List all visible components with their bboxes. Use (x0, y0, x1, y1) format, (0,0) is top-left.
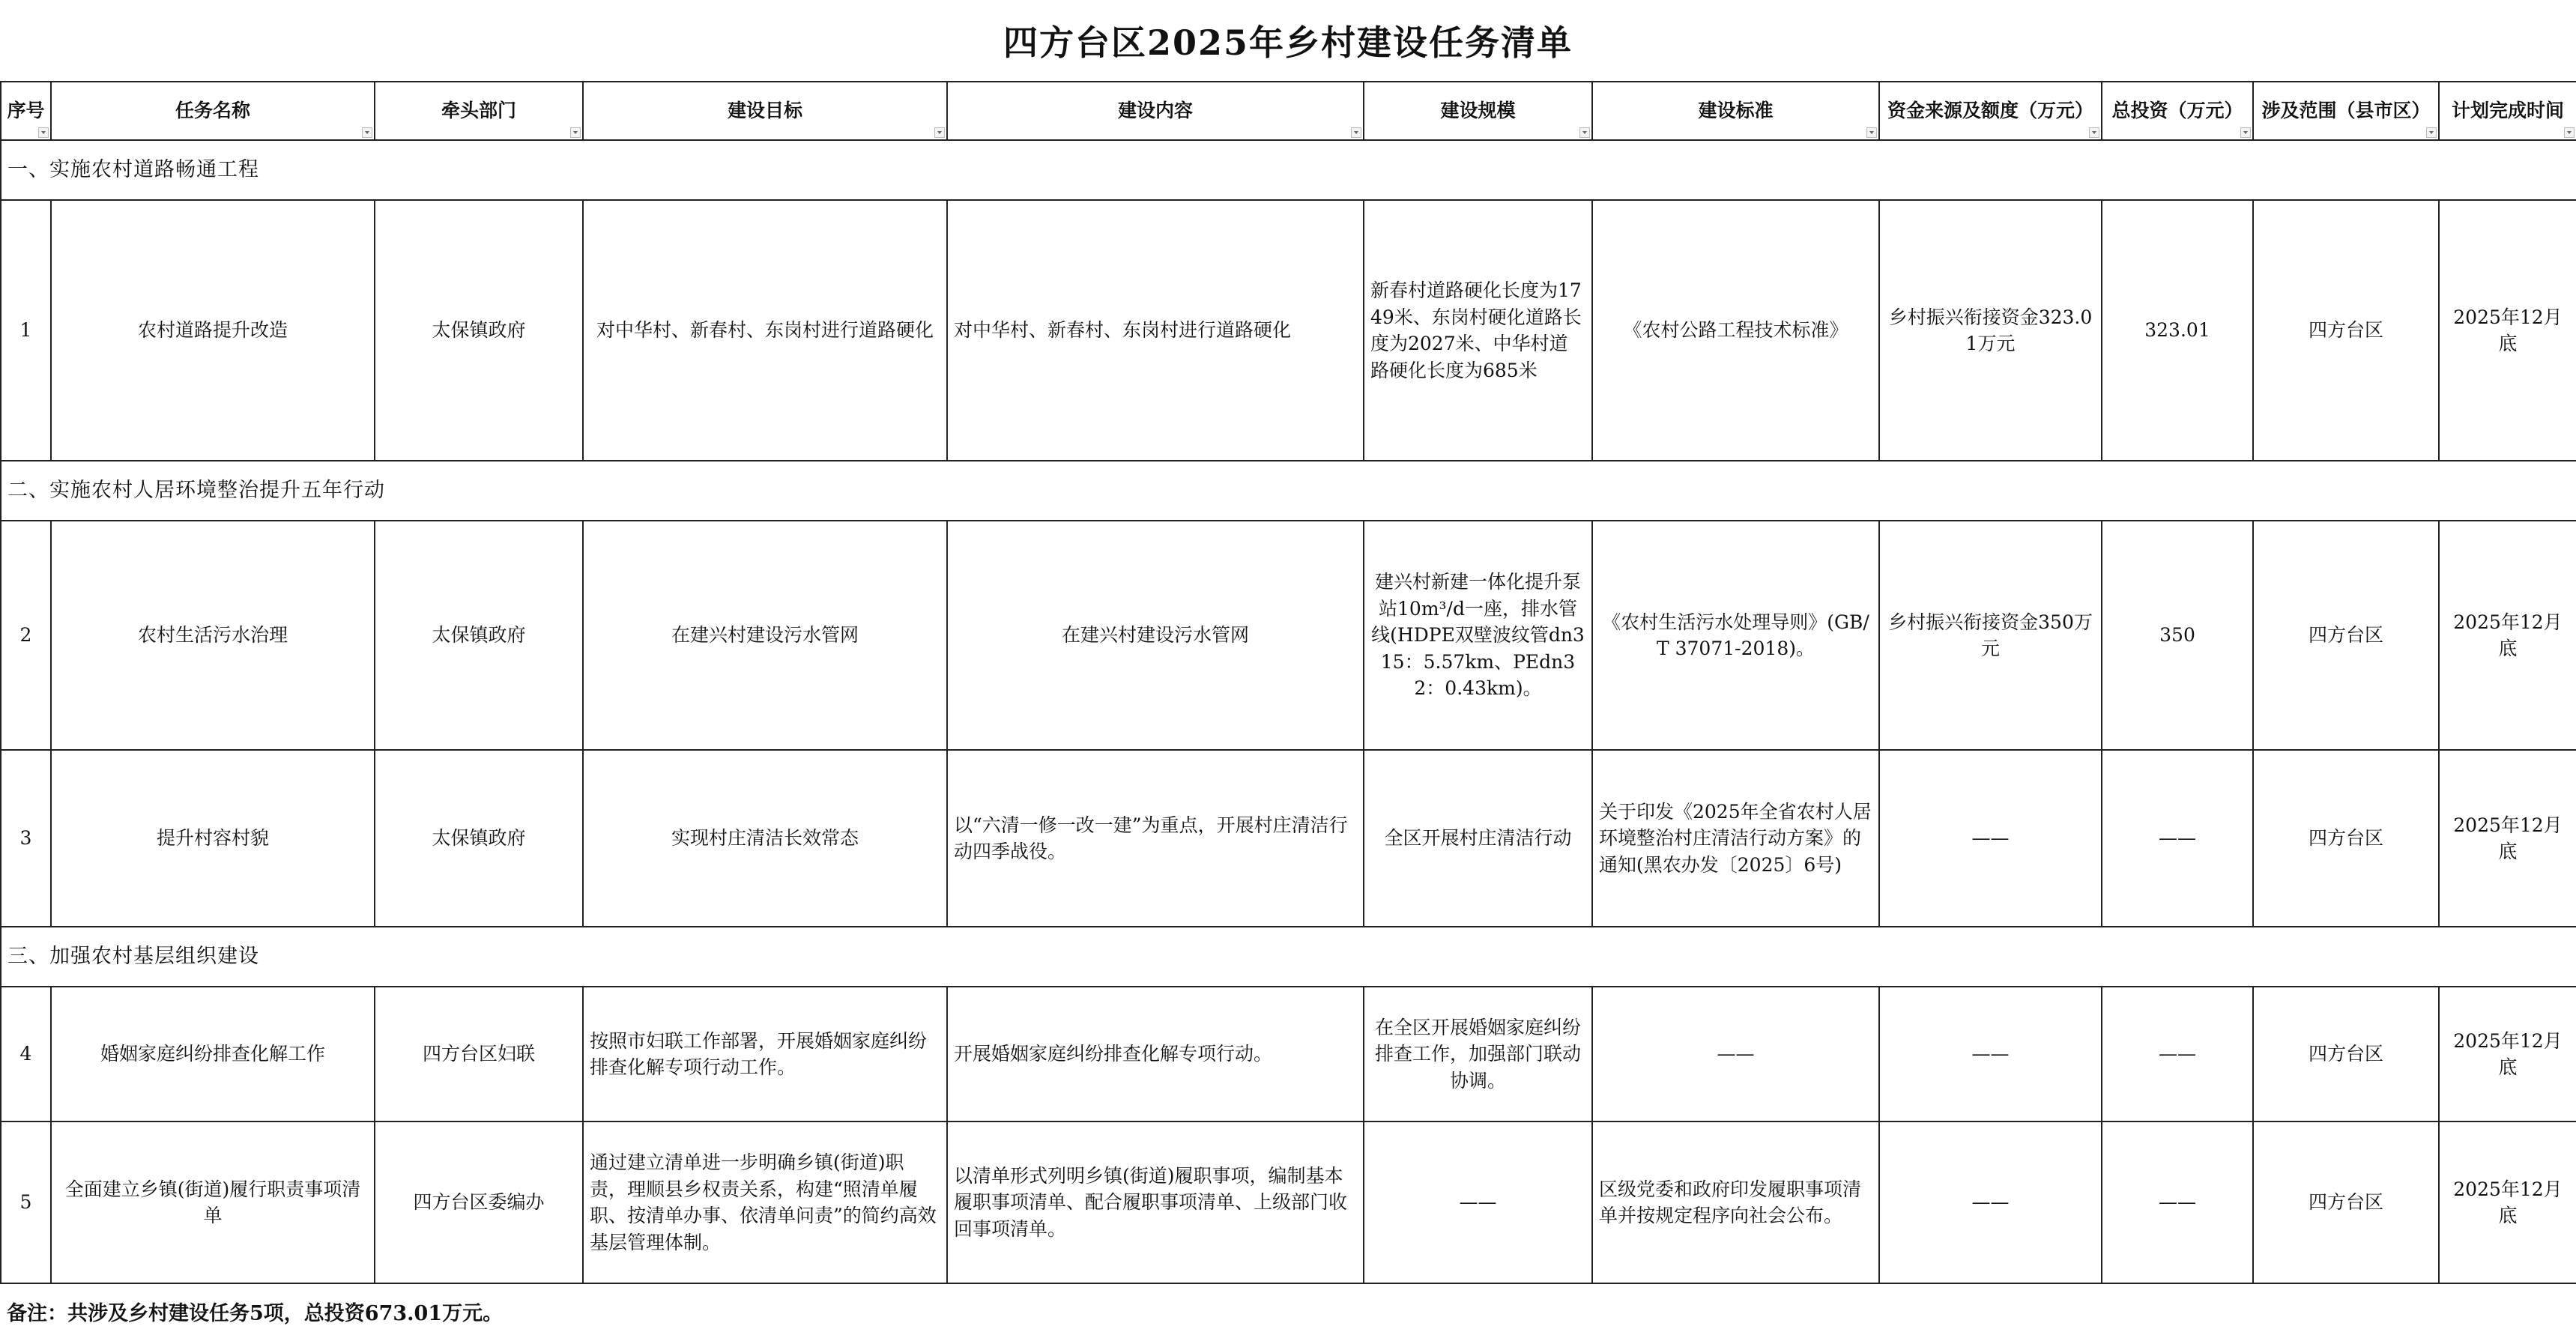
filter-dropdown-icon[interactable] (2426, 127, 2437, 138)
cell-dept[interactable]: 四方台区委编办 (375, 1121, 583, 1283)
header-cell[interactable]: 建设内容 (947, 82, 1364, 140)
cell-standard[interactable]: 关于印发《2025年全省农村人居环境整治村庄清洁行动方案》的通知(黑农办发〔2025〕6号) (1592, 750, 1879, 927)
cell-scope[interactable]: 四方台区 (2253, 987, 2439, 1121)
header-cell[interactable]: 资金来源及额度（万元） (1879, 82, 2102, 140)
cell-content[interactable]: 以“六清一修一改一建”为重点，开展村庄清洁行动四季战役。 (947, 750, 1364, 927)
cell-scope[interactable]: 四方台区 (2253, 521, 2439, 750)
section-title[interactable]: 一、实施农村道路畅通工程 (1, 140, 2576, 200)
cell-dept[interactable]: 四方台区妇联 (375, 987, 583, 1121)
cell-task-name[interactable]: 农村道路提升改造 (51, 200, 375, 461)
cell-content[interactable]: 开展婚姻家庭纠纷排查化解专项行动。 (947, 987, 1364, 1121)
section-row (1, 927, 2576, 987)
cell-scale[interactable]: 建兴村新建一体化提升泵站10m³/d一座，排水管线(HDPE双壁波纹管dn315：5.57km、PEdn32：0.43km)。 (1364, 521, 1592, 750)
filter-dropdown-icon[interactable] (934, 127, 945, 138)
cell-no[interactable]: 2 (1, 521, 51, 750)
cell-funding[interactable]: —— (1879, 750, 2102, 927)
cell-task-name[interactable]: 提升村容村貌 (51, 750, 375, 927)
filter-dropdown-icon[interactable] (2564, 127, 2575, 138)
cell-goal[interactable]: 对中华村、新春村、东岗村进行道路硬化 (583, 200, 947, 461)
cell-total[interactable]: 323.01 (2102, 200, 2253, 461)
header-cell[interactable]: 建设标准 (1592, 82, 1879, 140)
cell-goal[interactable]: 在建兴村建设污水管网 (583, 521, 947, 750)
header-row (1, 82, 2576, 140)
cell-total[interactable]: —— (2102, 750, 2253, 927)
cell-dept[interactable]: 太保镇政府 (375, 200, 583, 461)
cell-task-name[interactable]: 婚姻家庭纠纷排查化解工作 (51, 987, 375, 1121)
cell-funding[interactable]: —— (1879, 1121, 2102, 1283)
note-row (1, 1283, 2576, 1344)
cell-funding[interactable]: —— (1879, 987, 2102, 1121)
section-title[interactable]: 三、加强农村基层组织建设 (1, 927, 2576, 987)
cell-deadline[interactable]: 2025年12月底 (2439, 1121, 2576, 1283)
header-cell[interactable]: 总投资（万元） (2102, 82, 2253, 140)
cell-deadline[interactable]: 2025年12月底 (2439, 987, 2576, 1121)
cell-total[interactable]: —— (2102, 987, 2253, 1121)
table-row (1, 521, 2576, 750)
filter-dropdown-icon[interactable] (1351, 127, 1361, 138)
section-row (1, 140, 2576, 200)
table-row (1, 200, 2576, 461)
page-title: 四方台区2025年乡村建设任务清单 (1003, 22, 1573, 63)
header-cell[interactable]: 牵头部门 (375, 82, 583, 140)
cell-task-name[interactable]: 全面建立乡镇(街道)履行职责事项清单 (51, 1121, 375, 1283)
cell-dept[interactable]: 太保镇政府 (375, 750, 583, 927)
cell-total[interactable]: 350 (2102, 521, 2253, 750)
cell-goal[interactable]: 实现村庄清洁长效常态 (583, 750, 947, 927)
header-cell[interactable]: 计划完成时间 (2439, 82, 2576, 140)
table-row (1, 1121, 2576, 1283)
cell-scale[interactable]: 全区开展村庄清洁行动 (1364, 750, 1592, 927)
cell-content[interactable]: 在建兴村建设污水管网 (947, 521, 1364, 750)
cell-standard[interactable]: 《农村生活污水处理导则》(GB/T 37071-2018)。 (1592, 521, 1879, 750)
section-title[interactable]: 二、实施农村人居环境整治提升五年行动 (1, 461, 2576, 521)
cell-deadline[interactable]: 2025年12月底 (2439, 200, 2576, 461)
cell-scope[interactable]: 四方台区 (2253, 750, 2439, 927)
cell-goal[interactable]: 按照市妇联工作部署，开展婚姻家庭纠纷排查化解专项行动工作。 (583, 987, 947, 1121)
cell-no[interactable]: 3 (1, 750, 51, 927)
table-row (1, 987, 2576, 1121)
cell-standard[interactable]: 《农村公路工程技术标准》 (1592, 200, 1879, 461)
filter-dropdown-icon[interactable] (38, 127, 49, 138)
filter-dropdown-icon[interactable] (1579, 127, 1590, 138)
section-row (1, 461, 2576, 521)
cell-no[interactable]: 1 (1, 200, 51, 461)
cell-funding[interactable]: 乡村振兴衔接资金323.01万元 (1879, 200, 2102, 461)
cell-dept[interactable]: 太保镇政府 (375, 521, 583, 750)
cell-funding[interactable]: 乡村振兴衔接资金350万元 (1879, 521, 2102, 750)
filter-dropdown-icon[interactable] (570, 127, 581, 138)
header-cell[interactable]: 建设规模 (1364, 82, 1592, 140)
cell-standard[interactable]: —— (1592, 987, 1879, 1121)
note-text[interactable]: 备注：共涉及乡村建设任务5项，总投资673.01万元。 (1, 1283, 2576, 1344)
cell-scale[interactable]: —— (1364, 1121, 1592, 1283)
filter-dropdown-icon[interactable] (1866, 127, 1877, 138)
cell-deadline[interactable]: 2025年12月底 (2439, 521, 2576, 750)
header-cell[interactable]: 涉及范围（县市区） (2253, 82, 2439, 140)
header-cell[interactable]: 序号 (1, 82, 51, 140)
cell-scale[interactable]: 新春村道路硬化长度为1749米、东岗村硬化道路长度为2027米、中华村道路硬化长度为685米 (1364, 200, 1592, 461)
task-table (0, 81, 2576, 1344)
cell-no[interactable]: 5 (1, 1121, 51, 1283)
header-cell[interactable]: 任务名称 (51, 82, 375, 140)
cell-content[interactable]: 对中华村、新春村、东岗村进行道路硬化 (947, 200, 1364, 461)
cell-content[interactable]: 以清单形式列明乡镇(街道)履职事项，编制基本履职事项清单、配合履职事项清单、上级部门收回事项清单。 (947, 1121, 1364, 1283)
cell-standard[interactable]: 区级党委和政府印发履职事项清单并按规定程序向社会公布。 (1592, 1121, 1879, 1283)
filter-dropdown-icon[interactable] (362, 127, 372, 138)
filter-dropdown-icon[interactable] (2240, 127, 2251, 138)
filter-dropdown-icon[interactable] (2089, 127, 2099, 138)
cell-no[interactable]: 4 (1, 987, 51, 1121)
cell-scope[interactable]: 四方台区 (2253, 1121, 2439, 1283)
cell-scope[interactable]: 四方台区 (2253, 200, 2439, 461)
table-row (1, 750, 2576, 927)
cell-goal[interactable]: 通过建立清单进一步明确乡镇(街道)职责，理顺县乡权责关系，构建“照清单履职、按清单办事、依清单问责”的简约高效基层管理体制。 (583, 1121, 947, 1283)
cell-scale[interactable]: 在全区开展婚姻家庭纠纷排查工作，加强部门联动协调。 (1364, 987, 1592, 1121)
header-cell[interactable]: 建设目标 (583, 82, 947, 140)
cell-total[interactable]: —— (2102, 1121, 2253, 1283)
cell-deadline[interactable]: 2025年12月底 (2439, 750, 2576, 927)
cell-task-name[interactable]: 农村生活污水治理 (51, 521, 375, 750)
